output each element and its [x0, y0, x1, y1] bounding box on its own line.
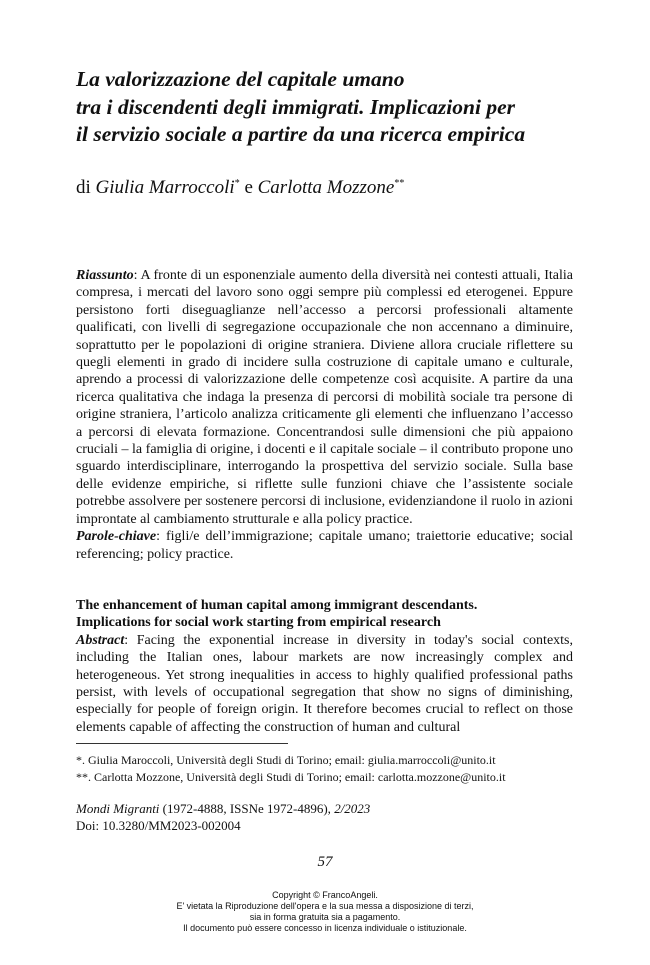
riassunto-label: Riassunto	[76, 268, 134, 283]
copyright-line: Il documento può essere concesso in licenza individuale o istituzionale.	[183, 923, 467, 933]
author-footnote-mark: **	[394, 178, 405, 189]
english-title-line: The enhancement of human capital among immigrant descendants.	[76, 598, 478, 613]
english-title	[76, 597, 573, 632]
title-line: il servizio sociale a partire da una ricerca empirica	[76, 122, 526, 146]
abstract-text: : Facing the exponential increase in diversity in today's social contexts, including the Italian ones, labour markets are now increasingly complex and heterogeneous. Yet strong inequalities in access to highly qualified professional paths persist, with levels of occupational segregation that show no signs of diminishing, especially for people of foreign origin. It therefore becomes crucial to reflect on those elements capable of affecting the construction of human and cultural	[76, 632, 573, 735]
abstract-paragraph	[76, 632, 573, 736]
copyright-line: sia in forma gratuita sia a pagamento.	[249, 912, 401, 922]
byline-prefix: di	[76, 177, 91, 198]
journal-info	[76, 800, 370, 834]
footnotes	[76, 752, 506, 786]
italian-abstract	[76, 267, 573, 563]
journal-issue: 2/2023	[334, 801, 371, 816]
byline-conjunction: e	[244, 177, 253, 198]
keywords-label: Parole-chiave	[76, 529, 157, 545]
byline	[76, 177, 404, 199]
riassunto-text: : A fronte di un esponenziale aumento della diversità nei contesti attuali, Italia compresa, i mercati del lavoro sono oggi sempre più complessi ed eterogenei. Eppure persistono forti diseguaglianze nell’accesso a percorsi professionali altamente qualificati, con livelli di segregazione occupazionale che non accennano a diminuire, soprattutto per le popolazioni di origine straniera. Diviene allora cruciale riflettere su quegli elementi in grado di incidere sulla costruzione di capitale umano e culturale, aprendo a processi di valorizzazione delle competenze così acquisite. A partire da una ricerca qualitativa che indaga la presenza di percorsi di mobilità sociale tra persone di origine straniera, l’articolo analizza criticamente gli elementi che influenzano l’accesso a percorsi di elevata formazione. Concentrandosi sulle dimensioni che più appaiono cruciali – la famiglia di origine, i docenti e il capitale sociale – il contributo propone uno sguardo interdisciplinare, interrogando la prospettiva del servizio sociale. Sulla base delle evidenze empiriche, si riflette sulle funzioni chiave che l’assistente sociale potrebbe assolvere per sostenere percorsi di inclusione, evidenziandone il ruolo in azioni improntate al cambiamento strutturale e alla policy practice.	[76, 268, 573, 527]
copyright-line: E' vietata la Riproduzione dell'opera e la sua messa a disposizione di terzi,	[176, 901, 474, 911]
page-number: 57	[317, 854, 333, 870]
footnote: **. Carlotta Mozzone, Università degli Studi di Torino; email: carlotta.mozzone@unito.it	[76, 770, 506, 784]
footnote: *. Giulia Maroccoli, Università degli Studi di Torino; email: giulia.marroccoli@unito.it	[76, 753, 496, 767]
english-title-line: Implications for social work starting from empirical research	[76, 615, 441, 631]
journal-name: Mondi Migranti	[76, 801, 160, 816]
title-line: tra i discendenti degli immigrati. Implicazioni per	[76, 94, 515, 119]
title-line: La valorizzazione del capitale umano	[76, 67, 405, 91]
copyright-line: Copyright © FrancoAngeli.	[272, 890, 378, 900]
footnote-divider	[76, 743, 288, 744]
journal-doi: Doi: 10.3280/MM2023-002004	[76, 818, 241, 833]
article-title	[76, 66, 596, 149]
english-abstract	[76, 597, 573, 736]
author-footnote-mark: *	[234, 178, 240, 189]
author-name: Carlotta Mozzone	[257, 177, 395, 198]
journal-citation	[76, 800, 370, 817]
keywords-paragraph	[76, 528, 573, 563]
copyright-notice	[0, 890, 650, 934]
riassunto-paragraph	[76, 267, 573, 528]
author-name: Giulia Marroccoli	[95, 177, 235, 198]
keywords-text: : figli/e dell’immigrazione; capitale umano; traiettorie educative; social referencing; policy practice.	[76, 529, 573, 562]
abstract-label: Abstract	[76, 632, 125, 648]
journal-issn: (1972-4888, ISSNe 1972-4896),	[159, 801, 335, 816]
